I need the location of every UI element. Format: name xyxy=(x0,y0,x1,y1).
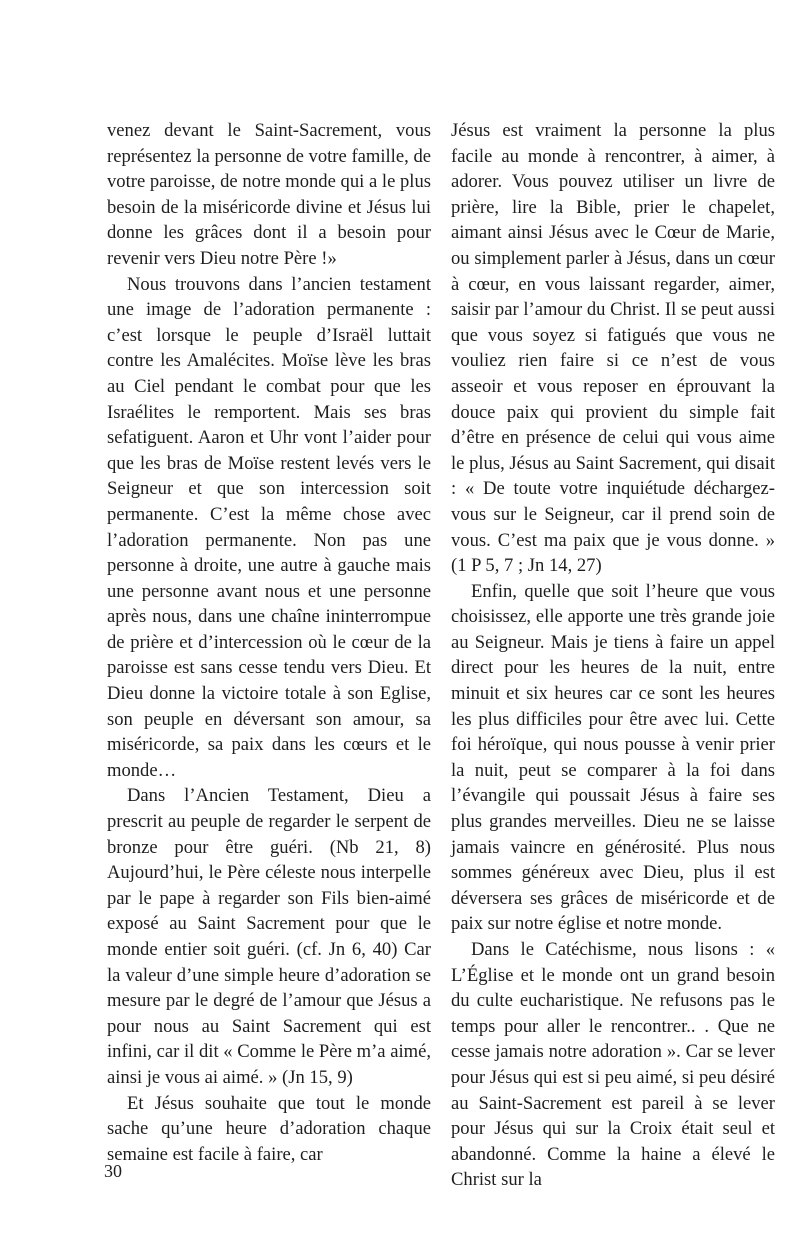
paragraph: venez devant le Saint-Sacrement, vous représentez la personne de votre famille, de votre paroisse, de notre monde qui a le plus besoin de la miséricorde divine et Jésus lui donne les grâces dont il a besoin pour revenir vers Dieu notre Père !» xyxy=(107,120,431,269)
paragraph: Jésus est vraiment la personne la plus facile au monde à rencontrer, à aimer, à adorer. Vous pouvez utiliser un livre de prière, lire la Bible, prier le chapelet, aimant ainsi Jésus avec le Cœur de Marie, ou simplement parler à Jésus, dans un cœur à cœur, en vous laissant regarder, aimer, saisir par l’amour du Christ. Il se peut aussi que vous soyez si fatigués que vous ne vouliez rien faire si ce n’est de vous asseoir et vous reposer en éprouvant la douce paix qui provient du simple fait d’être en présence de celui qui vous aime le plus, Jésus au Saint Sacrement, qui disait : « De toute votre inquiétude déchargez-vous sur le Seigneur, car il prend soin de vous. C’est ma paix que je vous donne. » (1 P 5, 7 ; Jn 14, 27) xyxy=(451,120,775,577)
paragraph: Nous trouvons dans l’ancien testament une image de l’adoration permanente : c’est lorsque le peuple d’Israël luttait contre les Amalécites. Moïse lève les bras au Ciel pendant le combat pour que les Israélites le remportent. Mais ses bras sefatiguent. Aaron et Uhr vont l’aider pour que les bras de Moïse restent levés vers le Seigneur et que son intercession soit permanente. C’est la même chose avec l’adoration permanente. Non pas une personne à droite, une autre à gauche mais une personne avant nous et une personne après nous, dans une chaîne ininterrompue de prière et d’intercession où le cœur de la paroisse est sans cesse tendu vers Dieu. Et Dieu donne la victoire totale à son Eglise, son peuple en déversant son amour, sa miséricorde, sa paix dans les cœurs et le monde… xyxy=(107,273,431,781)
paragraph: Et Jésus souhaite que tout le monde sache qu’une heure d’adoration chaque semaine est facile à faire, car xyxy=(107,1092,431,1165)
paragraph: Dans le Catéchisme, nous lisons : « L’Église et le monde ont un grand besoin du culte eucharistique. Ne refusons pas le temps pour aller le rencontrer.. . Que ne cesse jamais notre adoration ». Car se lever pour Jésus qui est si peu aimé, si peu désiré au Saint-Sacrement est pareil à se lever pour Jésus qui sur la Croix était seul et abandonné. Comme la haine a élevé le Christ sur la xyxy=(451,939,775,1191)
left-column xyxy=(107,118,431,1167)
paragraph: Dans l’Ancien Testament, Dieu a prescrit au peuple de regarder le serpent de bronze pour être guéri. (Nb 21, 8) Aujourd’hui, le Père céleste nous interpelle par le pape à regarder son Fils bien-aimé exposé au Saint Sacrement pour que le monde entier soit guéri. (cf. Jn 6, 40) Car la valeur d’une simple heure d’adoration se mesure par le degré de l’amour que Jésus a pour nous au Saint Sacrement qui est infini, car il dit « Comme le Père m’a aimé, ainsi je vous ai aimé. » (Jn 15, 9) xyxy=(107,785,431,1088)
paragraph: Enfin, quelle que soit l’heure que vous choisissez, elle apporte une très grande joie au Seigneur. Mais je tiens à faire un appel direct pour les heures de la nuit, entre minuit et six heures car ce sont les heures les plus difficiles pour être avec lui. Cette foi héroïque, qui nous pousse à venir prier la nuit, peut se comparer à la foi dans l’évangile qui poussait Jésus à faire ses plus grandes merveilles. Dieu ne se laisse jamais vaincre en générosité. Plus nous sommes généreux avec Dieu, plus il est déversera ses grâces de miséricorde et de paix sur notre église et notre monde. xyxy=(451,580,775,935)
page-number: 30 xyxy=(104,1161,122,1181)
right-column xyxy=(451,118,775,1193)
